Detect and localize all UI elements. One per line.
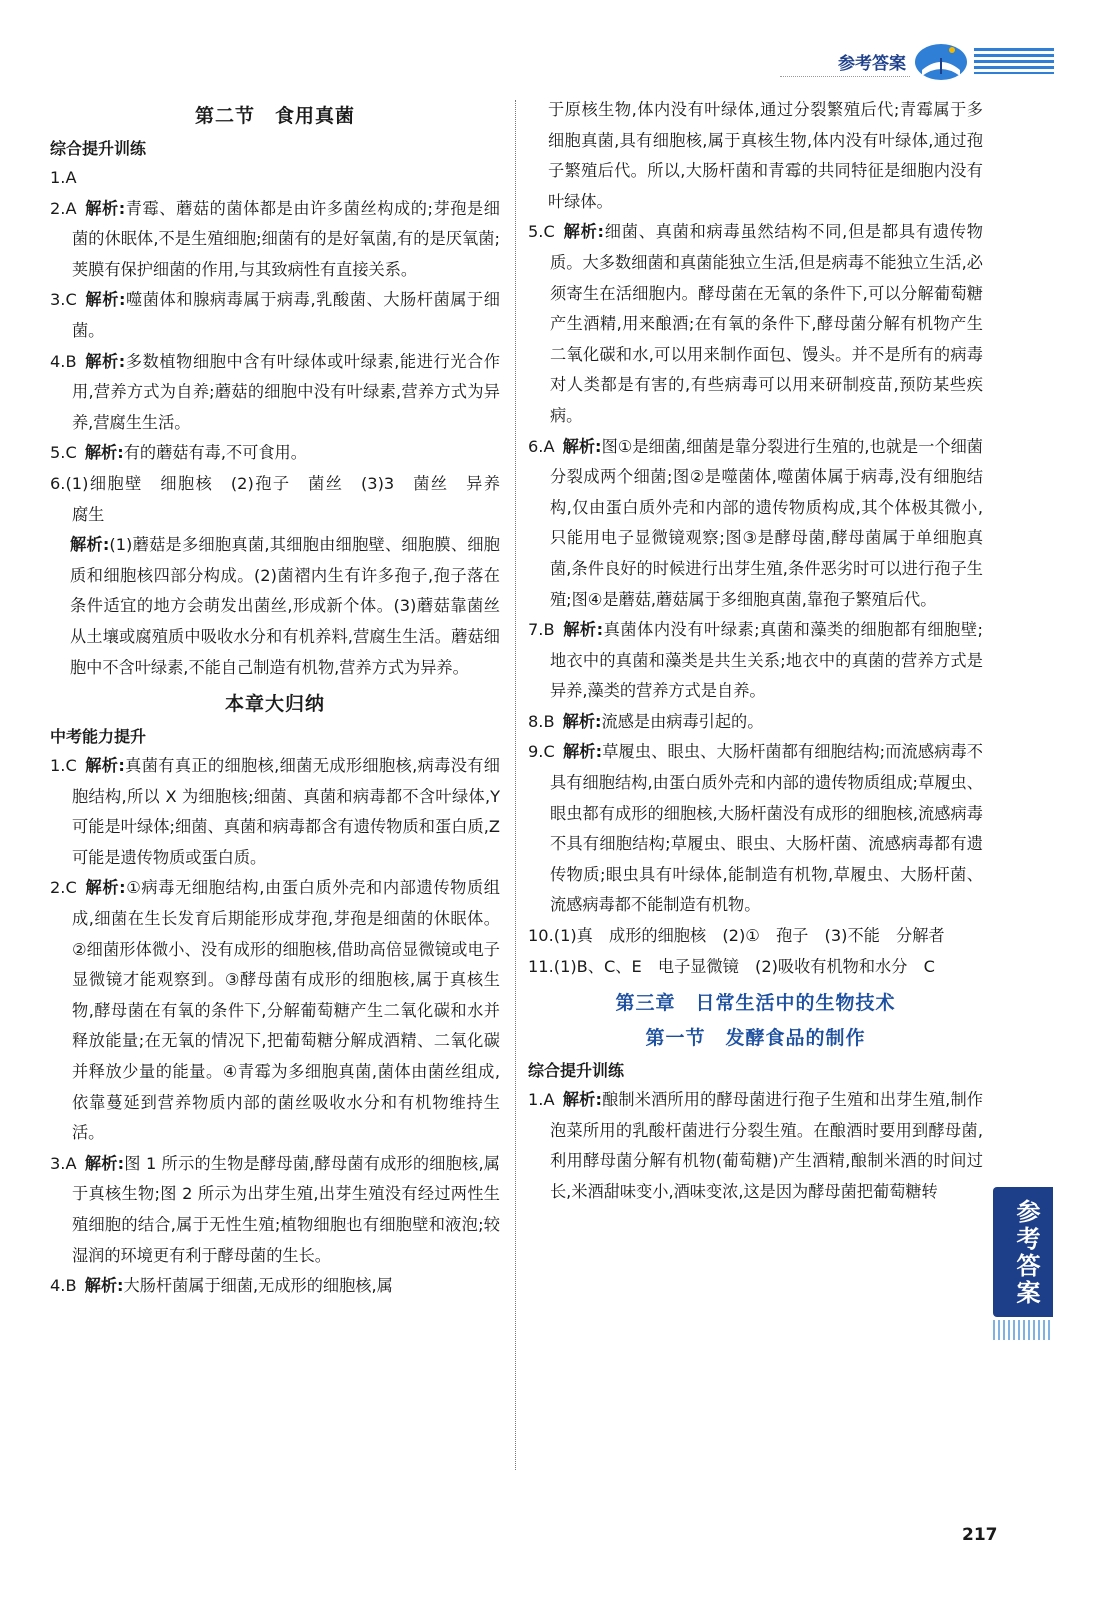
book-logo-icon	[912, 40, 970, 82]
explanation-text: 酿制米酒所用的酵母菌进行孢子生殖和出芽生殖,制作泡菜所用的乳酸杆菌进行分裂生殖。在酿酒时要用到酵母菌,利用酵母菌分解有机物(葡萄糖)产生酒精,酿制米酒的时间过长,米酒甜味变小,酒味变浓,这是因为酵母菌把葡萄糖转	[550, 1090, 983, 1201]
item-number: 7.	[528, 620, 544, 640]
item-number: 3.	[50, 290, 66, 310]
explanation-text: 噬菌体和腺病毒属于病毒,乳酸菌、大肠杆菌属于细菌。	[72, 290, 500, 340]
explanation-tag: 解析:	[84, 443, 124, 463]
item-answer: (1)细胞壁 细胞核 (2)孢子 菌丝 (3)3 菌丝 异养 腐生	[65, 473, 517, 524]
item-answer: C	[65, 443, 77, 463]
item-answer: C	[65, 878, 77, 898]
explanation-text: 草履虫、眼虫、大肠杆菌都有细胞结构;而流感病毒不具有细胞结构,由蛋白质外壳和内部的遗传物质组成;草履虫、眼虫都有成形的细胞核,大肠杆菌没有成形的细胞核,流感病毒不具有细胞结构;草履虫、眼虫、大肠杆菌、流感病毒都有遗传物质;眼虫具有叶绿体,能制造有机物,草履虫、大肠杆菌、流感病毒都不能制造有机物。	[550, 742, 983, 915]
column-divider	[515, 100, 516, 1470]
explanation-text: 真菌体内没有叶绿素;真菌和藻类的细胞都有细胞壁;地衣中的真菌和藻类是共生关系;地衣中的真菌的营养方式是异养,藻类的营养方式是自养。	[550, 620, 984, 701]
item-number: 9.	[528, 742, 544, 762]
item-answer: (1)B、C、E 电子显微镜 (2)吸收有机物和水分 C	[553, 956, 935, 976]
item-number: 10.	[528, 926, 554, 946]
header-divider	[780, 76, 910, 77]
item-number: 2.	[50, 198, 66, 218]
explanation-text: 青霉、蘑菇的菌体都是由许多菌丝构成的;芽孢是细菌的休眠体,不是生殖细胞;细菌有的是好氧菌,有的是厌氧菌;荚膜有保护细菌的作用,与其致病性有直接关系。	[72, 198, 500, 279]
subsection-title: 综合提升训练	[50, 139, 147, 158]
section-title: 第一节 发酵食品的制作	[645, 1027, 866, 1050]
answer-item	[528, 707, 983, 738]
item-answer: B	[543, 620, 555, 640]
explanation-text: 多数植物细胞中含有叶绿体或叶绿素,能进行光合作用,营养方式为自养;蘑菇的细胞中没有叶绿素,营养方式为异养,营腐生生活。	[72, 351, 500, 432]
answer-item	[50, 469, 517, 530]
item-number: 5.	[50, 443, 66, 463]
item-number: 4.	[50, 351, 66, 371]
answer-item	[528, 921, 983, 952]
explanation-tag: 解析:	[562, 436, 602, 456]
item-answer: A	[543, 1090, 555, 1110]
explanation-text: 大肠杆菌属于细菌,无成形的细胞核,属	[123, 1276, 393, 1296]
answer-item	[50, 1271, 500, 1302]
item-answer: A	[65, 198, 77, 218]
subsection-title: 综合提升训练	[528, 1061, 625, 1081]
explanation-tag: 解析:	[562, 222, 605, 242]
header-label: 参考答案	[838, 53, 906, 74]
answer-item	[528, 952, 983, 983]
item-answer: B	[543, 711, 555, 731]
page-number: 217	[962, 1525, 998, 1545]
explanation-tag: 解析:	[562, 742, 603, 762]
item-number: 8.	[528, 711, 544, 731]
side-tab	[993, 1187, 1053, 1317]
explanation-tag: 解析:	[562, 1090, 602, 1110]
explanation-text: 真菌有真正的细胞核,细菌无成形细胞核,病毒没有细胞结构,所以 X 为细胞核;细菌、真菌和病毒都不含叶绿体,Y 可能是叶绿体;细菌、真菌和病毒都含有遗传物质和蛋白质,Z 可能是遗传物质或蛋白质。	[72, 756, 500, 867]
section-title: 本章大归纳	[224, 693, 325, 716]
explanation-text: (1)蘑菇是多细胞真菌,其细胞由细胞壁、细胞膜、细胞质和细胞核四部分构成。(2)菌褶内生有许多孢子,孢子落在条件适宜的地方会萌发出菌丝,形成新个体。(3)蘑菇靠菌丝从土壤或腐殖质中吸收水分和有机养料,营腐生生活。蘑菇细胞中不含叶绿素,不能自己制造有机物,营养方式为异养。	[70, 535, 500, 677]
item-number: 1.	[50, 756, 66, 776]
left-column	[50, 95, 517, 1302]
item-answer: C	[543, 222, 555, 242]
answer-item	[50, 1149, 500, 1271]
item-number: 6.	[50, 473, 66, 493]
item-number: 6.	[528, 436, 544, 456]
explanation-tag: 解析:	[84, 756, 125, 776]
answer-item	[528, 1085, 983, 1207]
answer-item	[50, 194, 500, 286]
item-number: 1.	[528, 1090, 544, 1110]
item-answer: A	[65, 168, 77, 187]
explanation-tag: 解析:	[84, 1153, 125, 1173]
explanation-text: 有的蘑菇有毒,不可食用。	[123, 443, 307, 463]
answer-item	[50, 438, 500, 469]
answer-item	[50, 347, 500, 439]
subsection-title: 中考能力提升	[50, 727, 147, 747]
explanation-text: 细菌、真菌和病毒虽然结构不同,但是都具有遗传物质。大多数细菌和真菌能独立生活,但是病毒不能独立生活,必须寄生在活细胞内。酵母菌在无氧的条件下,可以分解葡萄糖产生酒精,用来酿酒;在有氧的条件下,酵母菌分解有机物产生二氧化碳和水,可以用来制作面包、馒头。并不是所有的病毒对人类都是有害的,有些病毒可以用来研制疫苗,预防某些疾病。	[550, 222, 983, 425]
item-number: 3.	[50, 1153, 66, 1173]
explanation-tag: 解析:	[84, 198, 126, 218]
explanation-tag: 解析:	[84, 878, 126, 898]
item-answer: C	[65, 290, 77, 310]
continued-explanation: 于原核生物,体内没有叶绿体,通过分裂繁殖后代;青霉属于多细胞真菌,具有细胞核,属于真核生物,体内没有叶绿体,通过孢子繁殖后代。所以,大肠杆菌和青霉的共同特征是细胞内没有叶绿体。	[548, 100, 983, 211]
explanation-tag: 解析:	[562, 620, 604, 640]
item-answer: A	[543, 436, 555, 456]
item-answer: A	[65, 1153, 77, 1173]
item-answer: C	[65, 756, 77, 776]
item-answer: C	[543, 742, 555, 762]
section-title: 第三章 日常生活中的生物技术	[615, 992, 896, 1015]
side-stripes	[993, 1320, 1053, 1340]
explanation-text: ①病毒无细胞结构,由蛋白质外壳和内部遗传物质组成,细菌在生长发育后期能形成芽孢,芽孢是细菌的休眠体。②细菌形体微小、没有成形的细胞核,借助高倍显微镜或电子显微镜才能观察到。③酵母菌有成形的细胞核,属于真核生物,酵母菌在有氧的条件下,分解葡萄糖产生二氧化碳和水并释放能量;在无氧的情况下,把葡萄糖分解成酒精、二氧化碳并释放少量的能量。④青霉为多细胞真菌,菌体由菌丝组成,依靠蔓延到营养物质内部的菌丝吸收水分和有机物维持生活。	[72, 878, 500, 1143]
explanation-text: 图①是细菌,细菌是靠分裂进行生殖的,也就是一个细菌分裂成两个细菌;图②是噬菌体,噬菌体属于病毒,没有细胞结构,仅由蛋白质外壳和内部的遗传物质构成,其个体极其微小,只能用电子显微镜观察;图③是酵母菌,酵母菌属于单细胞真菌,条件良好的时候进行出芽生殖,条件恶劣时可以进行孢子生殖;图④是蘑菇,蘑菇属于多细胞真菌,靠孢子繁殖后代。	[550, 436, 983, 609]
item-number: 1.	[50, 168, 66, 187]
answer-item	[528, 615, 983, 707]
right-column	[528, 95, 983, 1208]
explanation-tag: 解析:	[84, 351, 126, 371]
item-answer: (1)真 成形的细胞核 (2)① 孢子 (3)不能 分解者	[553, 926, 945, 946]
item-number: 2.	[50, 878, 66, 898]
answer-item	[528, 217, 983, 431]
answer-item	[528, 737, 983, 921]
item-answer: B	[65, 351, 77, 371]
section-title: 第二节 食用真菌	[194, 105, 355, 127]
answer-item	[50, 285, 500, 346]
explanation-text: 流感是由病毒引起的。	[601, 711, 764, 731]
item-number: 4.	[50, 1276, 66, 1296]
answer-item	[50, 873, 500, 1148]
answer-item	[50, 163, 500, 194]
item-number: 11.	[528, 956, 554, 976]
header-stripes	[974, 48, 1054, 74]
explanation-tag: 解析:	[84, 290, 126, 310]
item-answer: B	[65, 1276, 77, 1296]
side-tab-label: 参考答案	[1012, 1199, 1040, 1307]
explanation-tag: 解析:	[70, 535, 110, 555]
explanation-tag: 解析:	[84, 1276, 124, 1296]
explanation-paragraph	[50, 530, 500, 683]
explanation-text: 图 1 所示的生物是酵母菌,酵母菌有成形的细胞核,属于真核生物;图 2 所示为出芽生殖,出芽生殖没有经过两性生殖细胞的结合,属于无性生殖;植物细胞也有细胞壁和液泡;较湿润的环境更有利于酵母菌的生长。	[72, 1153, 500, 1265]
item-number: 5.	[528, 222, 544, 242]
answer-item	[50, 751, 500, 873]
explanation-tag: 解析:	[562, 711, 602, 731]
answer-item	[528, 432, 983, 616]
